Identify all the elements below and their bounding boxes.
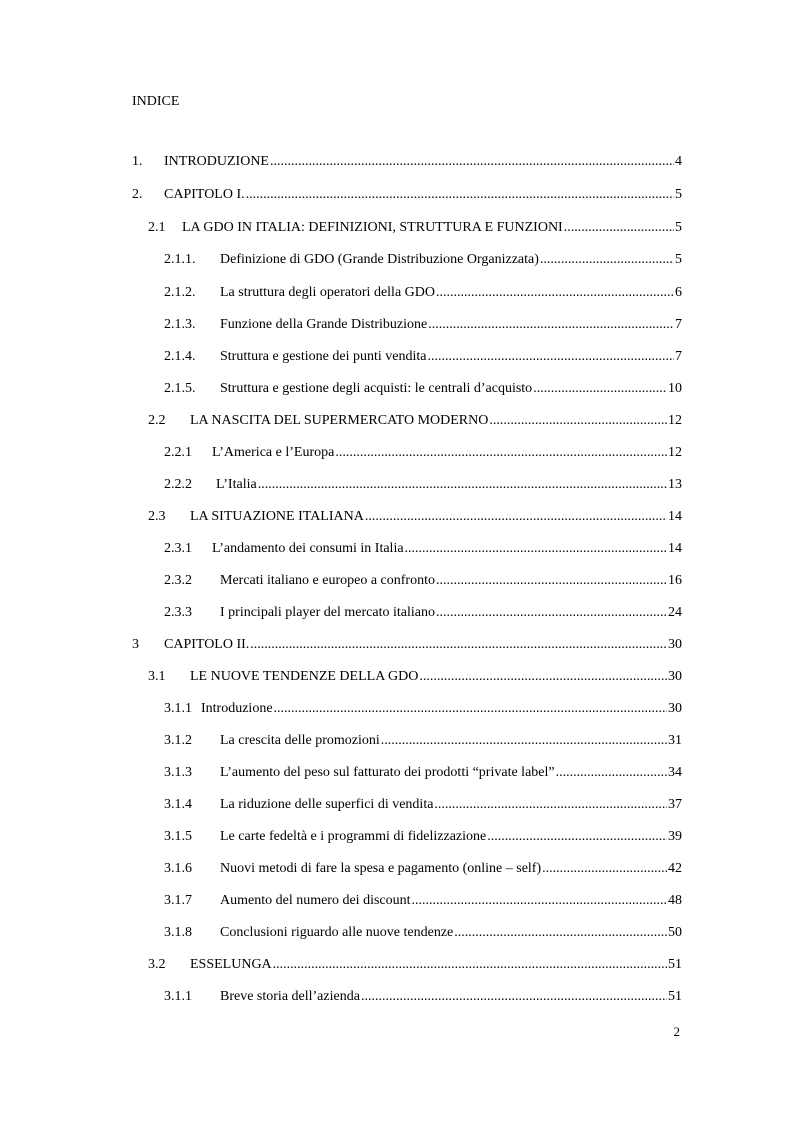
toc-entry-leader — [556, 764, 667, 782]
toc-entry[interactable] — [148, 668, 682, 686]
toc-entry-title: La struttura degli operatori della GDO — [220, 285, 435, 300]
toc-entry[interactable] — [164, 892, 682, 910]
toc-entry[interactable] — [164, 380, 682, 398]
toc-entry-number: 2.2 — [148, 413, 166, 428]
toc-entry-leader — [564, 219, 674, 237]
toc-entry-page: 6 — [675, 285, 682, 300]
toc-entry-title: INTRODUZIONE — [164, 154, 269, 169]
toc-entry-page: 50 — [668, 925, 682, 940]
toc-entry-page: 51 — [668, 989, 682, 1004]
toc-entry-leader — [542, 860, 667, 878]
toc-entry[interactable] — [164, 860, 682, 878]
toc-entry[interactable] — [164, 476, 682, 494]
toc-entry-title: Le carte fedeltà e i programmi di fidelizzazione — [220, 829, 487, 844]
toc-entry-number: 2.3.2 — [164, 573, 192, 588]
toc-entry-page: 51 — [668, 957, 682, 972]
toc-entry-page: 13 — [668, 477, 682, 492]
toc-entry-number: 3.1.4 — [164, 797, 192, 812]
toc-entry[interactable] — [164, 251, 682, 269]
toc-entry[interactable] — [148, 412, 682, 430]
toc-entry-title: Aumento del numero dei discount — [220, 893, 411, 908]
toc-entry-title: La crescita delle promozioni — [220, 733, 380, 748]
toc-entry-leader — [436, 604, 667, 622]
toc-entry-leader — [428, 316, 674, 334]
toc-entry[interactable] — [164, 924, 682, 942]
toc-entry[interactable] — [132, 153, 682, 171]
toc-entry-number: 1. — [132, 154, 143, 169]
toc-entry[interactable] — [148, 219, 682, 237]
toc-entry-leader — [434, 796, 667, 814]
toc-entry-leader — [246, 186, 674, 204]
toc-entry-number: 3.1 — [148, 669, 166, 684]
toc-entry-title: L’andamento dei consumi in Italia — [212, 541, 404, 556]
toc-entry-number: 3.2 — [148, 957, 166, 972]
toc-entry[interactable] — [164, 604, 682, 622]
toc-entry-number: 2.3.1 — [164, 541, 192, 556]
toc-entry-leader — [454, 924, 667, 942]
toc-entry-page: 30 — [668, 701, 682, 716]
toc-entry-page: 37 — [668, 797, 682, 812]
toc-entry-leader — [487, 828, 667, 846]
toc-entry-leader — [412, 892, 667, 910]
toc-entry-page: 31 — [668, 733, 682, 748]
toc-entry-title: ESSELUNGA — [190, 957, 272, 972]
toc-entry-leader — [427, 348, 674, 366]
toc-entry-page: 34 — [668, 765, 682, 780]
toc-entry[interactable] — [164, 700, 682, 718]
toc-entry-leader — [361, 988, 667, 1006]
toc-entry-title: LE NUOVE TENDENZE DELLA GDO — [190, 669, 419, 684]
toc-entry-title: LA GDO IN ITALIA: DEFINIZIONI, STRUTTURA E FUNZIONI — [182, 220, 563, 235]
toc-entry-leader — [365, 508, 667, 526]
toc-entry-title: L’aumento del peso sul fatturato dei prodotti “private label” — [220, 765, 555, 780]
toc-entry-title: I principali player del mercato italiano — [220, 605, 435, 620]
toc-entry-page: 7 — [675, 317, 682, 332]
toc-entry-leader — [335, 444, 667, 462]
toc-entry-leader — [533, 380, 667, 398]
toc-entry-page: 10 — [668, 381, 682, 396]
toc-entry-number: 2.1.2. — [164, 285, 196, 300]
toc-entry-title: LA SITUAZIONE ITALIANA — [190, 509, 364, 524]
toc-entry-page: 16 — [668, 573, 682, 588]
toc-entry-number: 2.2.1 — [164, 445, 192, 460]
toc-entry-number: 3.1.1 — [164, 701, 192, 716]
toc-entry-title: Conclusioni riguardo alle nuove tendenze — [220, 925, 454, 940]
toc-entry-title: Introduzione — [201, 701, 273, 716]
toc-entry-number: 2.1.3. — [164, 317, 196, 332]
toc-entry-page: 12 — [668, 413, 682, 428]
toc-entry-page: 5 — [675, 187, 682, 202]
toc-entry-number: 3.1.1 — [164, 989, 192, 1004]
toc-entry-title: Nuovi metodi di fare la spesa e pagamento (online – self) — [220, 861, 542, 876]
toc-entry[interactable] — [148, 508, 682, 526]
toc-entry[interactable] — [132, 186, 682, 204]
toc-entry-leader — [419, 668, 667, 686]
toc-entry-title: L’Italia — [216, 477, 257, 492]
toc-entry-number: 2.3.3 — [164, 605, 192, 620]
toc-entry-leader — [540, 251, 674, 269]
toc-entry[interactable] — [164, 988, 682, 1006]
toc-entry-leader — [436, 572, 667, 590]
toc-entry-number: 2. — [132, 187, 143, 202]
toc-entry-page: 12 — [668, 445, 682, 460]
toc-entry-page: 42 — [668, 861, 682, 876]
toc-entry-number: 3.1.8 — [164, 925, 192, 940]
toc-entry[interactable] — [164, 732, 682, 750]
toc-entry-number: 3.1.2 — [164, 733, 192, 748]
toc-entry-page: 5 — [675, 220, 682, 235]
toc-entry[interactable] — [132, 636, 682, 654]
toc-entry-page: 24 — [668, 605, 682, 620]
toc-entry-leader — [489, 412, 667, 430]
toc-entry-page: 5 — [675, 252, 682, 267]
toc-entry-title: LA NASCITA DEL SUPERMERCATO MODERNO — [190, 413, 489, 428]
page-heading: INDICE — [132, 94, 180, 109]
toc-entry-title: Definizione di GDO (Grande Distribuzione Organizzata) — [220, 252, 539, 267]
toc-entry-number: 2.1.5. — [164, 381, 196, 396]
toc-entry-leader — [436, 284, 674, 302]
toc-entry-page: 14 — [668, 541, 682, 556]
page-number: 2 — [673, 1024, 680, 1039]
toc-entry-number: 3.1.5 — [164, 829, 192, 844]
toc-entry-title: Struttura e gestione degli acquisti: le centrali d’acquisto — [220, 381, 533, 396]
toc-entry[interactable] — [164, 316, 682, 334]
toc-entry-title: Struttura e gestione dei punti vendita — [220, 349, 427, 364]
toc-entry-page: 14 — [668, 509, 682, 524]
toc-entry[interactable] — [164, 284, 682, 302]
toc-entry[interactable] — [164, 444, 682, 462]
toc-entry-number: 3.1.3 — [164, 765, 192, 780]
toc-entry-title: Breve storia dell’azienda — [220, 989, 360, 1004]
toc-entry[interactable] — [164, 348, 682, 366]
toc-entry-title: L’America e l’Europa — [212, 445, 335, 460]
toc-entry[interactable] — [164, 828, 682, 846]
toc-entry-leader — [250, 636, 667, 654]
toc-entry-leader — [381, 732, 667, 750]
toc-entry-leader — [405, 540, 667, 558]
toc-entry-page: 48 — [668, 893, 682, 908]
toc-entry-number: 2.1.1. — [164, 252, 196, 267]
toc-entry-number: 2.2.2 — [164, 477, 192, 492]
toc-entry-page: 30 — [668, 669, 682, 684]
toc-entry[interactable] — [164, 796, 682, 814]
toc-entry-number: 3 — [132, 637, 139, 652]
toc-entry-title: Mercati italiano e europeo a confronto — [220, 573, 435, 588]
toc-entry-title: Funzione della Grande Distribuzione — [220, 317, 428, 332]
toc-entry[interactable] — [164, 764, 682, 782]
toc-entry-title: CAPITOLO II. — [164, 637, 250, 652]
toc-entry-page: 7 — [675, 349, 682, 364]
toc-entry-title: CAPITOLO I. — [164, 187, 245, 202]
toc-entry-leader — [270, 153, 674, 171]
toc-entry-number: 2.1 — [148, 220, 166, 235]
toc-entry[interactable] — [164, 572, 682, 590]
toc-entry-title: La riduzione delle superfici di vendita — [220, 797, 434, 812]
toc-entry-number: 3.1.6 — [164, 861, 192, 876]
toc-entry-leader — [258, 476, 667, 494]
toc-entry-leader — [273, 956, 667, 974]
toc-entry[interactable] — [148, 956, 682, 974]
toc-entry-page: 4 — [675, 154, 682, 169]
toc-entry-number: 3.1.7 — [164, 893, 192, 908]
toc-entry-number: 2.1.4. — [164, 349, 196, 364]
toc-entry-page: 39 — [668, 829, 682, 844]
toc-entry-leader — [274, 700, 667, 718]
toc-entry-number: 2.3 — [148, 509, 166, 524]
toc-entry[interactable] — [164, 540, 682, 558]
toc-entry-page: 30 — [668, 637, 682, 652]
